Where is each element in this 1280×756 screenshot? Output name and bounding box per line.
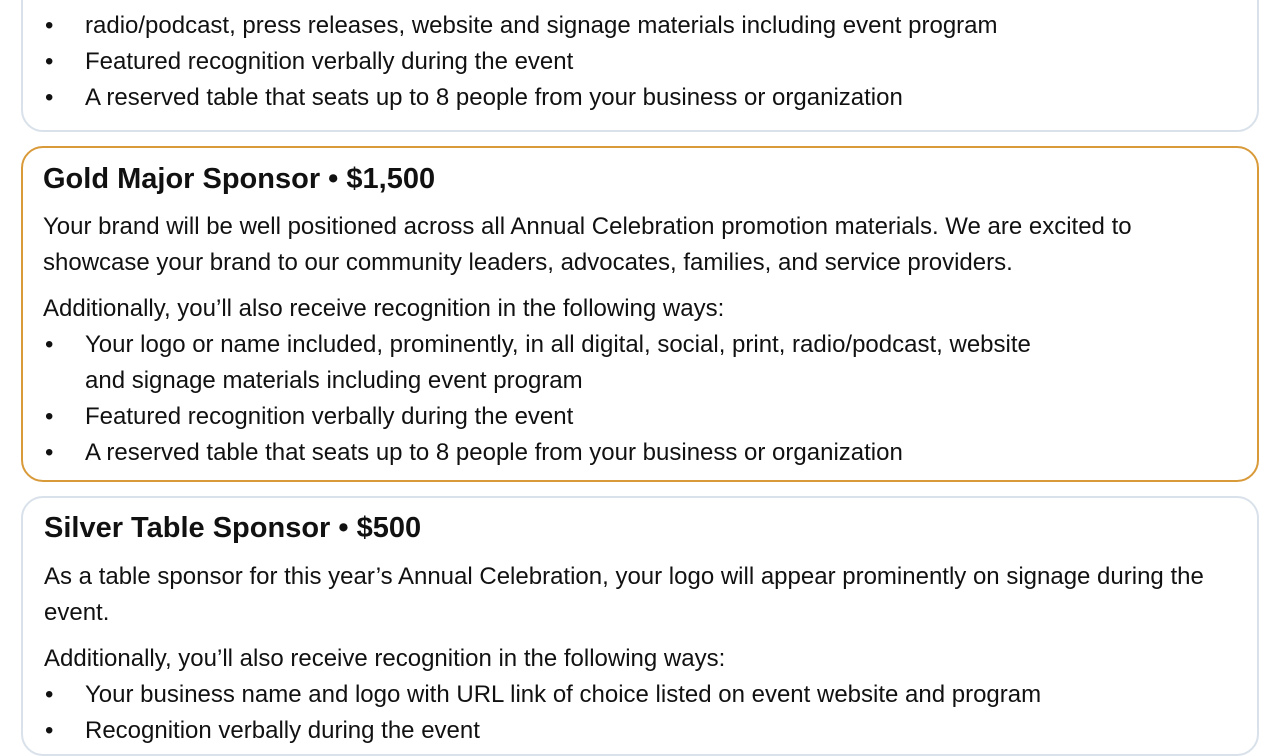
gold-sponsor-description: Your brand will be well positioned across all Annual Celebration promotion materials. We are excited to showcase your brand to our community leaders, advocates, families, and service providers.: [43, 213, 1132, 276]
benefit-text: radio/podcast, press releases, website and signage materials including event program: [85, 12, 998, 39]
benefit-text: Featured recognition verbally during the event: [85, 403, 574, 430]
benefit-text: Your business name and logo with URL link of choice listed on event website and program: [85, 681, 1042, 708]
benefit-text: Your logo or name included, prominently, in all digital, social, print, radio/podcast, website and signage materials including event program: [85, 331, 1031, 394]
benefit-text: A reserved table that seats up to 8 people from your business or organization: [85, 84, 903, 111]
silver-sponsor-card: [21, 496, 1259, 756]
gold-sponsor-card: [21, 146, 1259, 482]
list-item: [23, 327, 1237, 399]
benefit-text: A reserved table that seats up to 8 people from your business or organization: [85, 439, 903, 466]
list-item: [23, 435, 1237, 471]
benefit-text: Recognition verbally during the event: [85, 717, 480, 744]
list-item: [23, 8, 1237, 44]
silver-additional-text: Additionally, you’ll also receive recognition in the following ways:: [44, 645, 726, 672]
list-item: [23, 80, 1237, 116]
gold-additional-text: Additionally, you’ll also receive recognition in the following ways:: [43, 295, 725, 322]
silver-sponsor-description: As a table sponsor for this year’s Annual Celebration, your logo will appear prominently on signage during the event.: [44, 563, 1204, 626]
benefit-text: Featured recognition verbally during the event: [85, 48, 574, 75]
list-item: [23, 44, 1237, 80]
list-item: [23, 677, 1237, 713]
gold-sponsor-title: Gold Major Sponsor • $1,500: [43, 163, 436, 195]
silver-benefits-list: [23, 677, 1237, 749]
list-item: [23, 713, 1237, 749]
gold-benefits-list: [23, 327, 1237, 471]
platinum-sponsor-card: [21, 0, 1259, 132]
silver-sponsor-title: Silver Table Sponsor • $500: [44, 512, 422, 544]
list-item: [23, 399, 1237, 435]
benefits-list: [23, 8, 1237, 116]
